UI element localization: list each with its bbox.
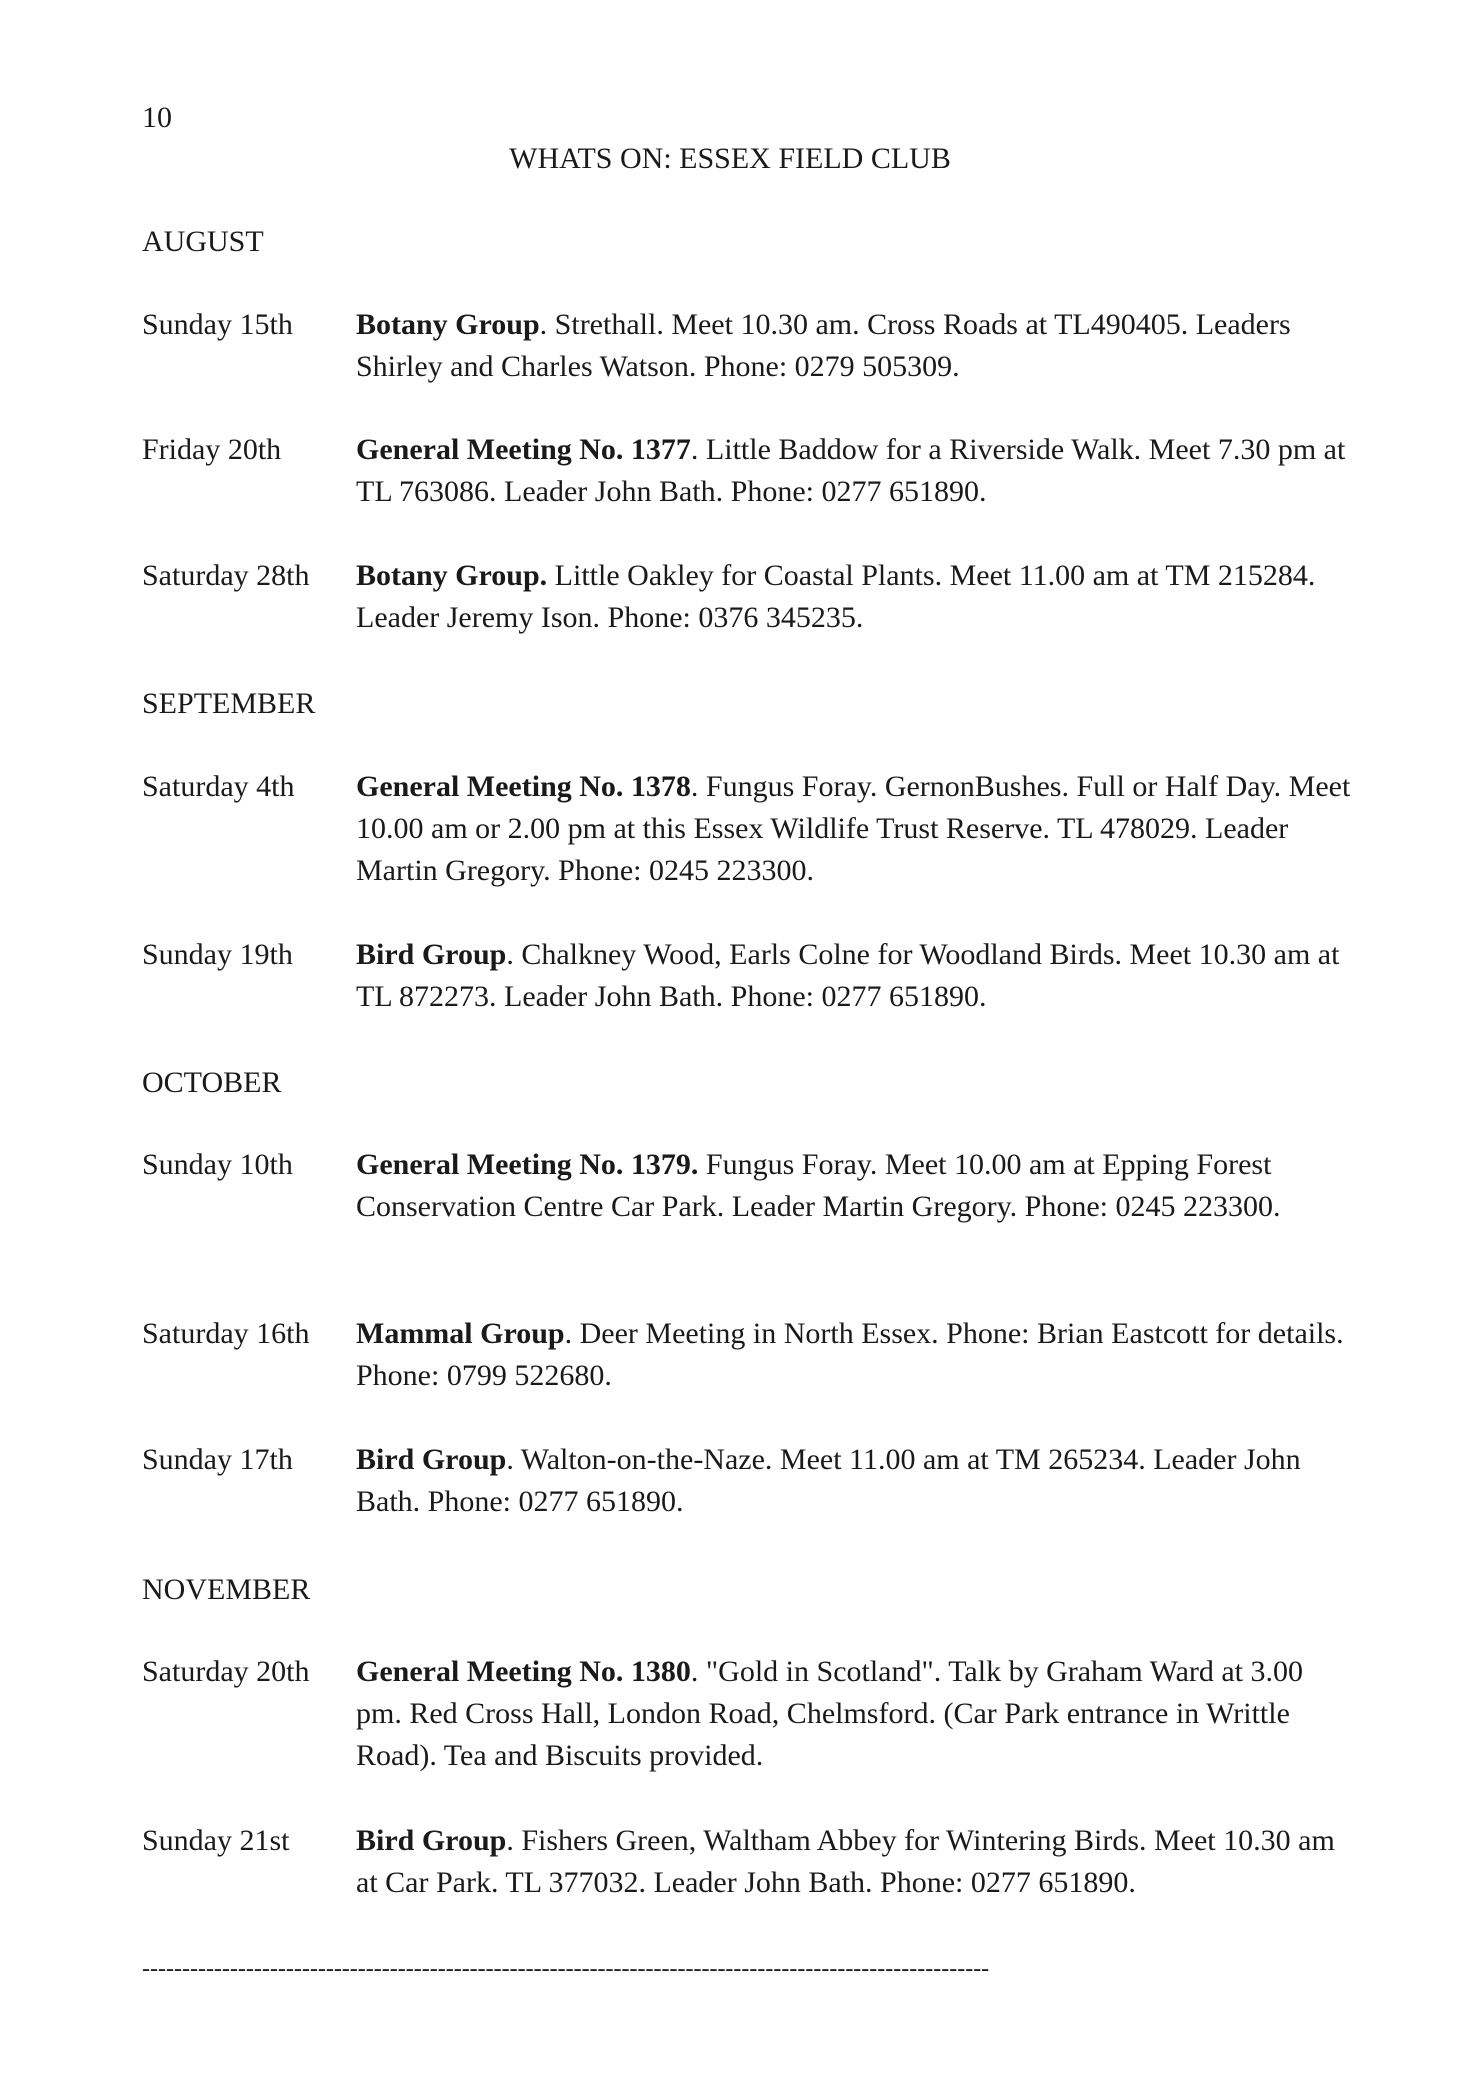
- event-description: [356, 934, 1356, 1018]
- event-description: [356, 1313, 1356, 1397]
- event-details: . Walton-on-the-Naze. Meet 11.00 am at TM 265234. Leader John Bath. Phone: 0277 651890.: [356, 1443, 1301, 1518]
- event-description: [356, 429, 1356, 513]
- event-group: Bird Group: [356, 1443, 507, 1476]
- event-details: Fungus Foray. Meet 10.00 am at Epping Forest Conservation Centre Car Park. Leader Martin Gregory. Phone: 0245 223300.: [356, 1148, 1281, 1223]
- event-date: Sunday 15th: [142, 308, 293, 341]
- event-description: [356, 1439, 1356, 1523]
- event-details: . Strethall. Meet 10.30 am. Cross Roads at TL490405. Leaders Shirley and Charles Watson. Phone: 0279 505309.: [356, 308, 1291, 383]
- event-description: [356, 766, 1356, 892]
- event-group: General Meeting No. 1378: [356, 770, 691, 803]
- event-group: Bird Group: [356, 938, 507, 971]
- event-description: [356, 304, 1356, 388]
- month-heading: NOVEMBER: [142, 1573, 311, 1606]
- event-date: Sunday 10th: [142, 1148, 293, 1181]
- event-details: . Fungus Foray. GernonBushes. Full or Half Day. Meet 10.00 am or 2.00 pm at this Essex Wildlife Trust Reserve. TL 478029. Leader Martin Gregory. Phone: 0245 223300.: [356, 770, 1351, 887]
- event-group: General Meeting No. 1380: [356, 1655, 691, 1688]
- month-heading: AUGUST: [142, 225, 264, 258]
- event-date: Saturday 20th: [142, 1655, 310, 1688]
- month-heading: OCTOBER: [142, 1066, 282, 1099]
- month-heading: SEPTEMBER: [142, 687, 316, 720]
- event-date: Sunday 19th: [142, 938, 293, 971]
- event-group: General Meeting No. 1377: [356, 433, 691, 466]
- event-details: Little Oakley for Coastal Plants. Meet 11.00 am at TM 215284. Leader Jeremy Ison. Phone: 0376 345235.: [356, 559, 1316, 634]
- event-description: [356, 1820, 1356, 1904]
- page-title: WHATS ON: ESSEX FIELD CLUB: [509, 142, 951, 175]
- event-details: . Little Baddow for a Riverside Walk. Meet 7.30 pm at TL 763086. Leader John Bath. Phone: 0277 651890.: [356, 433, 1346, 508]
- event-date: Saturday 28th: [142, 559, 310, 592]
- event-date: Sunday 21st: [142, 1824, 290, 1857]
- event-date: Saturday 4th: [142, 770, 295, 803]
- event-date: Saturday 16th: [142, 1317, 310, 1350]
- event-date: Sunday 17th: [142, 1443, 293, 1476]
- event-details: . Chalkney Wood, Earls Colne for Woodland Birds. Meet 10.30 am at TL 872273. Leader John Bath. Phone: 0277 651890.: [356, 938, 1340, 1013]
- event-description: [356, 1144, 1356, 1228]
- page-number: 10: [142, 101, 172, 134]
- event-group: Botany Group: [356, 308, 540, 341]
- event-details: . Deer Meeting in North Essex. Phone: Brian Eastcott for details. Phone: 0799 522680.: [356, 1317, 1344, 1392]
- event-details: . Fishers Green, Waltham Abbey for Wintering Birds. Meet 10.30 am at Car Park. TL 377032. Leader John Bath. Phone: 0277 651890.: [356, 1824, 1335, 1899]
- dashed-separator: ----------------------------------------------------------------------------------------------------------: [142, 1956, 990, 1982]
- event-date: Friday 20th: [142, 433, 282, 466]
- event-group: General Meeting No. 1379.: [356, 1148, 699, 1181]
- event-group: Mammal Group: [356, 1317, 565, 1350]
- event-group: Botany Group.: [356, 559, 548, 592]
- event-details: . "Gold in Scotland". Talk by Graham Ward at 3.00 pm. Red Cross Hall, London Road, Chelmsford. (Car Park entrance in Writtle Road). Tea and Biscuits provided.: [356, 1655, 1304, 1772]
- event-description: [356, 555, 1356, 639]
- event-group: Bird Group: [356, 1824, 507, 1857]
- event-description: [356, 1651, 1356, 1777]
